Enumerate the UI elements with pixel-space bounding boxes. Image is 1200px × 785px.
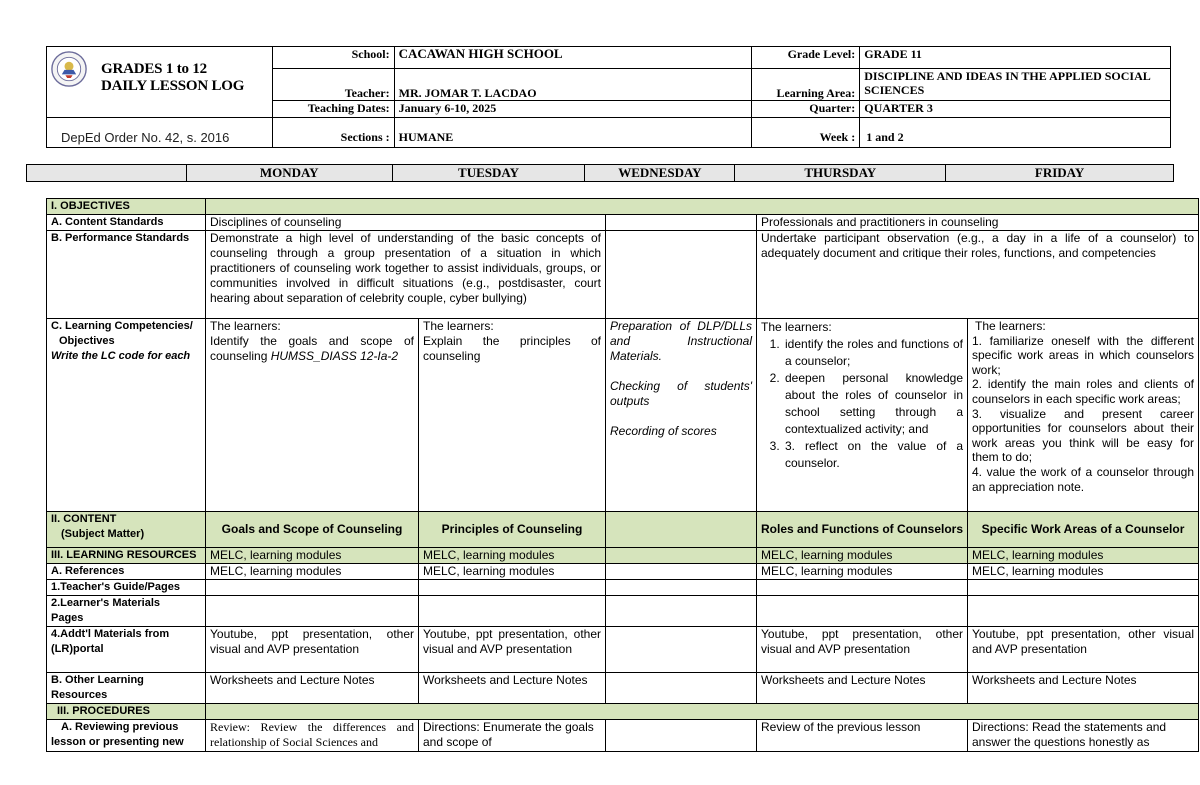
- dates-label: Teaching Dates:: [272, 100, 394, 117]
- performance-standards-thu-fri: Undertake participant observation (e.g., a day in a life of a counselor) to adequately document and critique their roles, functions, and competencies: [757, 231, 1199, 319]
- competencies-wednesday: Preparation of DLP/DLLs and Instructional Materials. Checking of students' outputs Recording of scores: [606, 319, 757, 512]
- deped-seal-icon: [51, 51, 87, 87]
- competencies-tuesday: The learners: Explain the principles of counseling: [419, 319, 606, 512]
- references-thursday: MELC, learning modules: [757, 564, 968, 580]
- content-standards-thu-fri: Professionals and practitioners in counseling: [757, 215, 1199, 231]
- reviewing-friday: Directions: Read the statements and answer the questions honestly as: [968, 720, 1199, 752]
- resources-thursday: MELC, learning modules: [757, 548, 968, 564]
- addtl-thursday: Youtube, ppt presentation, other visual and AVP presentation: [757, 627, 968, 673]
- teachers-guide-label: 1.Teacher's Guide/Pages: [47, 580, 206, 596]
- dates-value: January 6-10, 2025: [394, 100, 752, 117]
- performance-standards-mon-tue: Demonstrate a high level of understanding of the basic concepts of counseling through a group presentation of a situation in which practitioners of counseling work together to assist individuals, groups, or communities involved in difficult situations (e.g., postdisaster, court hearing about separation of celebrity couple, cyber bullying): [206, 231, 606, 319]
- week-label: Week :: [752, 118, 860, 148]
- reviewing-monday: Review: Review the differences and relationship of Social Sciences and: [206, 720, 419, 752]
- other-monday: Worksheets and Lecture Notes: [206, 673, 419, 704]
- quarter-value: QUARTER 3: [860, 100, 1171, 117]
- thursday-objective: 1. identify the roles and functions of a counselor;: [783, 336, 963, 370]
- other-tuesday: Worksheets and Lecture Notes: [419, 673, 606, 704]
- log-title: GRADES 1 to 12 DAILY LESSON LOG: [101, 61, 245, 94]
- teacher-value: MR. JOMAR T. LACDAO: [394, 68, 752, 100]
- other-friday: Worksheets and Lecture Notes: [968, 673, 1199, 704]
- addtl-tuesday: Youtube, ppt presentation, other visual and AVP presentation: [419, 627, 606, 673]
- content-standards-label: A. Content Standards: [47, 215, 206, 231]
- objectives-heading: I. OBJECTIVES: [47, 199, 206, 215]
- resources-label: III. LEARNING RESOURCES: [47, 548, 206, 564]
- order-cell: [47, 118, 273, 148]
- resources-monday: MELC, learning modules: [206, 548, 419, 564]
- content-wednesday: [606, 512, 757, 548]
- school-value: CACAWAN HIGH SCHOOL: [394, 47, 752, 69]
- header-logo-cell: [47, 47, 273, 118]
- references-label: A. References: [47, 564, 206, 580]
- day-tuesday: TUESDAY: [392, 165, 585, 182]
- procedures-heading: III. PROCEDURES: [47, 704, 206, 720]
- references-friday: MELC, learning modules: [968, 564, 1199, 580]
- references-monday: MELC, learning modules: [206, 564, 419, 580]
- content-thursday: Roles and Functions of Counselors: [757, 512, 968, 548]
- other-thursday: Worksheets and Lecture Notes: [757, 673, 968, 704]
- resources-friday: MELC, learning modules: [968, 548, 1199, 564]
- performance-standards-label: B. Performance Standards: [47, 231, 206, 319]
- grade-value: GRADE 11: [860, 47, 1171, 69]
- quarter-label: Quarter:: [752, 100, 860, 117]
- school-label: School:: [272, 47, 394, 69]
- sections-value: HUMANE: [394, 118, 752, 148]
- addtl-friday: Youtube, ppt presentation, other visual and AVP presentation: [968, 627, 1199, 673]
- addtl-materials-label: 4.Addt'l Materials from (LR)portal: [47, 627, 206, 673]
- day-thursday: THURSDAY: [735, 165, 946, 182]
- procedures-band: [206, 704, 1199, 720]
- header-table: [46, 46, 1171, 148]
- content-standards-mon-tue: Disciplines of counseling: [206, 215, 606, 231]
- day-monday: MONDAY: [186, 165, 392, 182]
- reviewing-tuesday: Directions: Enumerate the goals and scope of: [419, 720, 606, 752]
- addtl-monday: Youtube, ppt presentation, other visual and AVP presentation: [206, 627, 419, 673]
- competencies-monday: The learners: Identify the goals and scope of counseling HUMSS_DIASS 12-Ia-2: [206, 319, 419, 512]
- lesson-grid: [46, 198, 1199, 752]
- objectives-band: [206, 199, 1199, 215]
- resources-wednesday: [606, 548, 757, 564]
- competencies-label: C. Learning Competencies/ Objectives Write the LC code for each: [47, 319, 206, 512]
- day-wednesday: WEDNESDAY: [585, 165, 735, 182]
- reviewing-label: A. Reviewing previous lesson or presenting new: [47, 720, 206, 752]
- content-label: II. CONTENT (Subject Matter): [47, 512, 206, 548]
- performance-standards-wed: [606, 231, 757, 319]
- thursday-objective: 3. 3. reflect on the value of a counselor.: [783, 438, 963, 472]
- deped-order: DepEd Order No. 42, s. 2016: [61, 130, 230, 145]
- week-value: 1 and 2: [860, 118, 1171, 148]
- addtl-wednesday: [606, 627, 757, 673]
- competencies-thursday: The learners: 1. identify the roles and functions of a counselor; 2. deepen personal knowledge about the roles of counselor in school setting through a contextualized activity; and 3. 3. reflect on the value of a counselor.: [757, 319, 968, 512]
- references-wednesday: [606, 564, 757, 580]
- grade-label: Grade Level:: [752, 47, 860, 69]
- other-resources-label: B. Other Learning Resources: [47, 673, 206, 704]
- days-table: [26, 164, 1174, 182]
- learners-materials-label: 2.Learner's Materials Pages: [47, 596, 206, 627]
- day-friday: FRIDAY: [946, 165, 1174, 182]
- days-blank: [27, 165, 187, 182]
- content-monday: Goals and Scope of Counseling: [206, 512, 419, 548]
- teacher-label: Teacher:: [272, 68, 394, 100]
- content-tuesday: Principles of Counseling: [419, 512, 606, 548]
- sections-label: Sections :: [272, 118, 394, 148]
- reviewing-wednesday: [606, 720, 757, 752]
- content-friday: Specific Work Areas of a Counselor: [968, 512, 1199, 548]
- other-wednesday: [606, 673, 757, 704]
- learning-area-value: DISCIPLINE AND IDEAS IN THE APPLIED SOCIAL SCIENCES: [860, 68, 1171, 100]
- resources-tuesday: MELC, learning modules: [419, 548, 606, 564]
- competencies-friday: The learners: 1. familiarize oneself with the different specific work areas in which counselors work; 2. identify the main roles and clients of counselors in each specific work areas; 3. visualize and present career opportunities for counselors about their work areas you think will be easy for them to do; 4. value the work of a counselor through an appreciation note.: [968, 319, 1199, 512]
- content-standards-wed: [606, 215, 757, 231]
- thursday-objective: 2. deepen personal knowledge about the roles of counselor in school setting through a contextualized activity; and: [783, 370, 963, 438]
- references-tuesday: MELC, learning modules: [419, 564, 606, 580]
- learning-area-label: Learning Area:: [752, 68, 860, 100]
- reviewing-thursday: Review of the previous lesson: [757, 720, 968, 752]
